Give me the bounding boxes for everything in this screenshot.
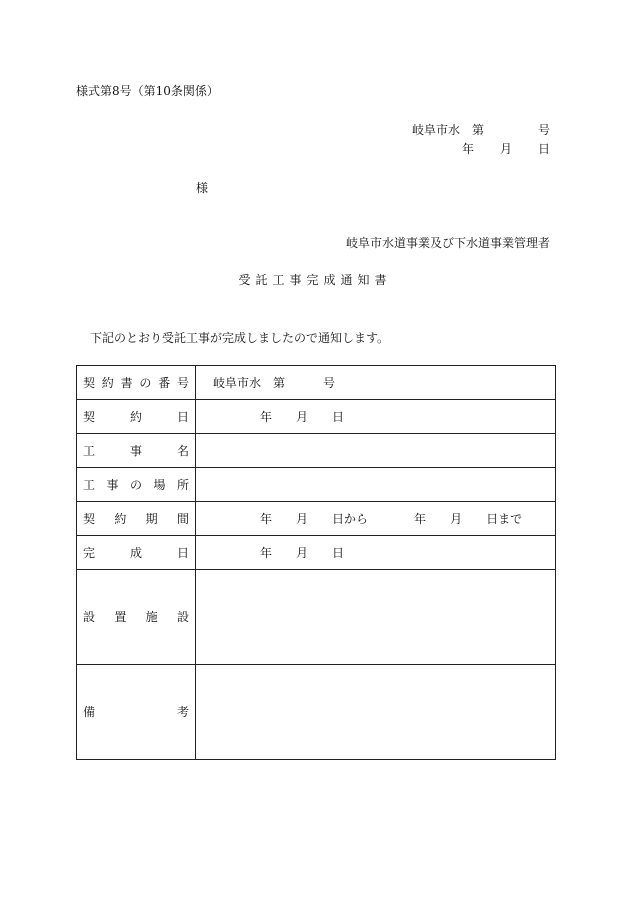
label-work-name — [77, 434, 196, 468]
document-reference-line — [412, 123, 550, 137]
row-facilities — [77, 570, 556, 665]
period-start-day: 日から — [332, 511, 369, 526]
period-start-year: 年 — [260, 511, 273, 526]
period-start-month: 月 — [296, 511, 309, 526]
date-day: 日 — [537, 142, 550, 156]
label-char: 名 — [176, 443, 189, 458]
label-char: 場 — [153, 477, 166, 492]
label-char: 事 — [106, 477, 119, 492]
body-text: 下記のとおり受託工事が完成しましたので通知します。 — [90, 331, 390, 345]
ref-dai: 第 — [471, 123, 484, 137]
period-end-day: 日まで — [486, 511, 523, 526]
value-work-location[interactable] — [196, 468, 556, 502]
value-work-name[interactable] — [196, 434, 556, 468]
label-char: 契 — [83, 409, 96, 424]
label-char: 契 — [83, 375, 96, 390]
label-char: 設 — [83, 610, 96, 624]
row-work-location — [77, 468, 556, 502]
value-contract-date[interactable] — [196, 400, 556, 434]
label-char: 日 — [176, 545, 189, 560]
completion-month: 月 — [296, 545, 309, 560]
document-date-line — [462, 142, 550, 156]
label-work-location — [77, 468, 196, 502]
value-contract-period[interactable] — [196, 502, 556, 536]
addressee-suffix: 様 — [196, 181, 209, 195]
details-table — [76, 365, 556, 760]
row-contract-period — [77, 502, 556, 536]
label-facilities — [77, 570, 196, 665]
label-contract-number — [77, 366, 196, 400]
label-remarks — [77, 665, 196, 760]
label-char: 施 — [145, 610, 158, 624]
contract-date-day: 日 — [332, 409, 345, 424]
label-char: の — [139, 375, 152, 390]
row-remarks — [77, 665, 556, 760]
document-title: 受託工事完成通知書 — [238, 273, 392, 287]
label-char: 考 — [176, 705, 189, 719]
row-contract-number — [77, 366, 556, 400]
date-year: 年 — [461, 142, 474, 156]
label-char: の — [129, 477, 142, 492]
form-number: 様式第8号（第10条関係） — [76, 84, 219, 98]
contract-date-month: 月 — [296, 409, 309, 424]
period-end-month: 月 — [450, 511, 463, 526]
row-completion-date — [77, 536, 556, 570]
value-completion-date[interactable] — [196, 536, 556, 570]
row-work-name — [77, 434, 556, 468]
completion-day: 日 — [332, 545, 345, 560]
label-contract-period — [77, 502, 196, 536]
label-char: 置 — [114, 610, 127, 624]
label-char: 成 — [129, 545, 142, 560]
label-char: 期 — [145, 511, 158, 526]
value-facilities[interactable] — [196, 570, 556, 665]
contract-dai: 第 — [273, 375, 286, 390]
label-char: 番 — [158, 375, 171, 390]
contract-prefix: 岐阜市水 — [213, 375, 262, 390]
value-contract-number[interactable] — [196, 366, 556, 400]
row-contract-date — [77, 400, 556, 434]
label-char: 約 — [129, 409, 142, 424]
label-char: 約 — [101, 375, 114, 390]
ref-prefix: 岐阜市水 — [411, 123, 460, 137]
label-char: 工 — [83, 477, 96, 492]
label-char: 約 — [114, 511, 127, 526]
label-contract-date — [77, 400, 196, 434]
label-char: 工 — [83, 443, 96, 458]
label-char: 備 — [83, 705, 96, 719]
label-completion-date — [77, 536, 196, 570]
contract-date-year: 年 — [260, 409, 273, 424]
label-char: 所 — [176, 477, 189, 492]
issuer-name: 岐阜市水道事業及び下水道事業管理者 — [345, 236, 550, 250]
label-char: 契 — [83, 511, 96, 526]
label-char: 完 — [83, 545, 96, 560]
date-month: 月 — [499, 142, 512, 156]
label-char: 間 — [176, 511, 189, 526]
contract-go: 号 — [323, 375, 336, 390]
label-char: 号 — [176, 375, 189, 390]
value-remarks[interactable] — [196, 665, 556, 760]
label-char: 事 — [129, 443, 142, 458]
period-end-year: 年 — [414, 511, 427, 526]
label-char: 日 — [176, 409, 189, 424]
completion-year: 年 — [260, 545, 273, 560]
label-char: 書 — [120, 375, 133, 390]
ref-go: 号 — [537, 123, 550, 137]
label-char: 設 — [176, 610, 189, 624]
